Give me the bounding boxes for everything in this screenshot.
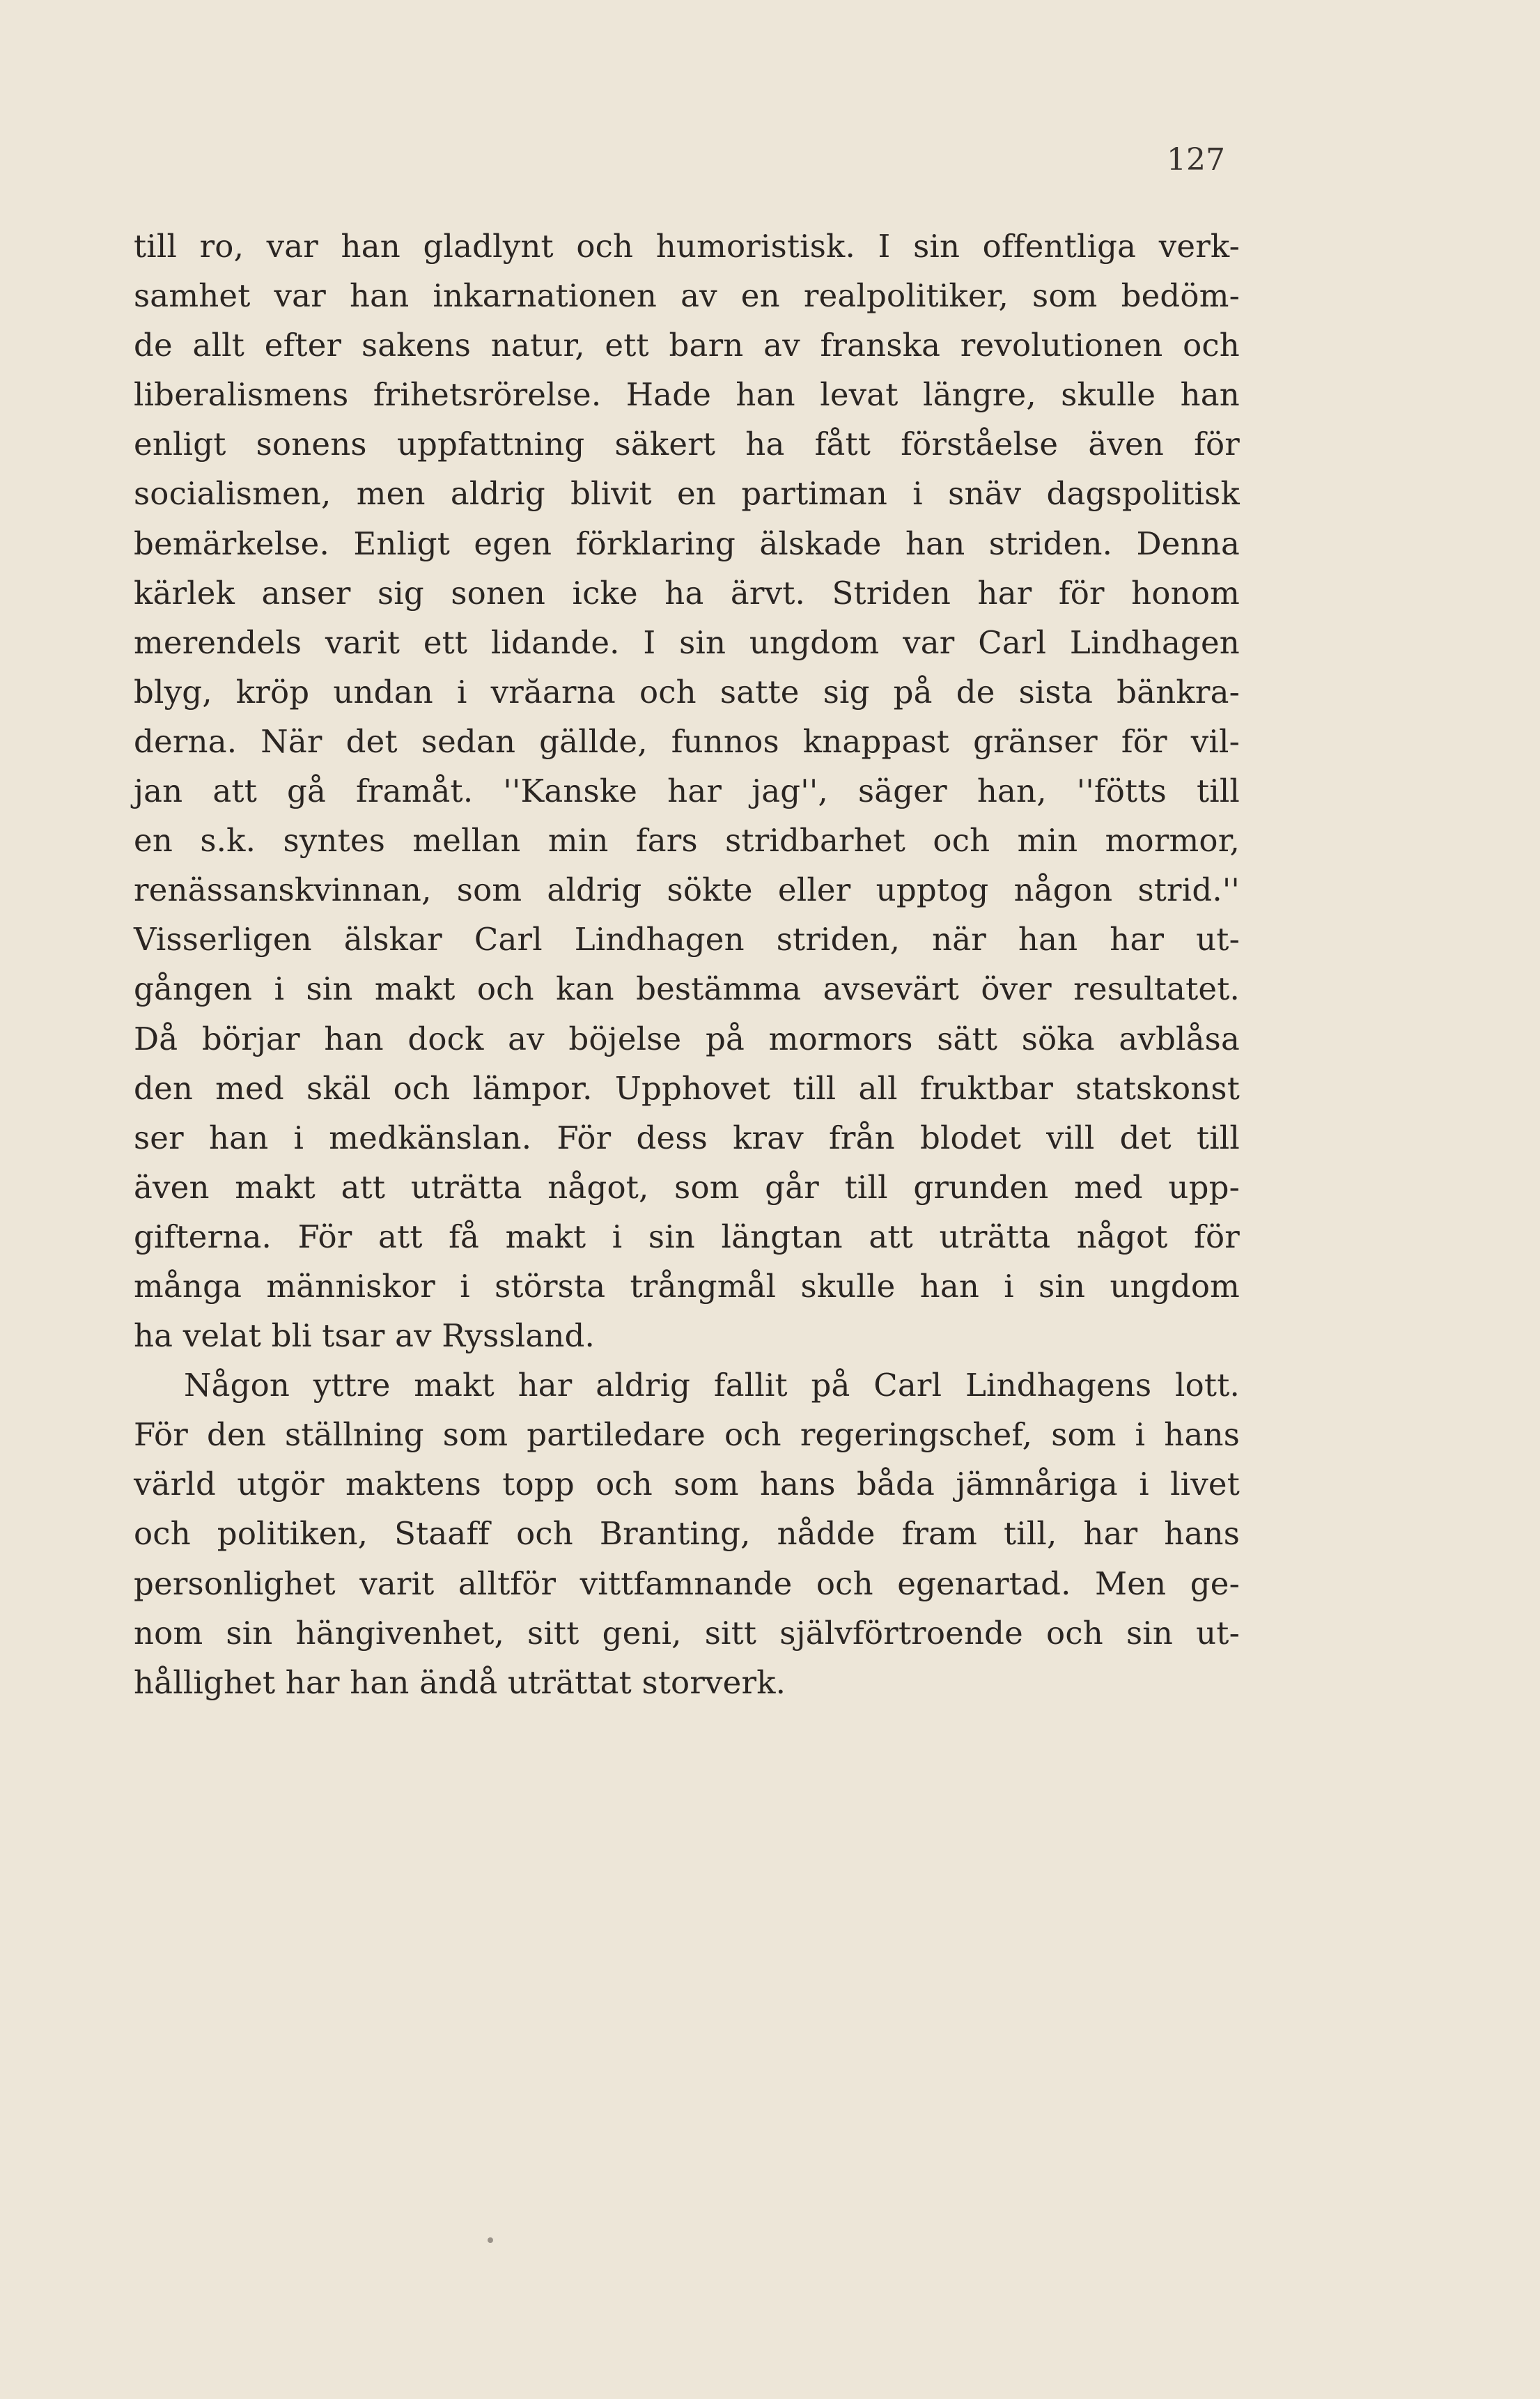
text-line: gången i sin makt och kan bestämma avsevärt över resultatet.	[134, 970, 1240, 1008]
text-line: bemärkelse. Enligt egen förklaring älskade han striden. Denna	[134, 525, 1240, 562]
text-line: och politiken, Staaff och Branting, nådde fram till, har hans	[134, 1515, 1240, 1553]
page-number: 127	[1167, 142, 1225, 178]
text-line: även makt att uträtta något, som går till grunden med upp-	[134, 1168, 1240, 1206]
text-line: en s.k. syntes mellan min fars stridbarhet och min mormor,	[134, 822, 1240, 860]
text-line: hållighet har han ändå uträttat storverk.	[134, 1663, 786, 1701]
text-line: nom sin hängivenhet, sitt geni, sitt självförtroende och sin ut-	[134, 1614, 1240, 1652]
text-line: ser han i medkänslan. För dess krav från blodet vill det till	[134, 1119, 1240, 1156]
text-line: blyg, kröp undan i vrăarna och satte sig på de sista bänkra-	[134, 673, 1240, 711]
text-line: liberalismens frihetsrörelse. Hade han levat längre, skulle han	[134, 376, 1240, 414]
text-line: värld utgör maktens topp och som hans båda jämnåriga i livet	[134, 1466, 1240, 1503]
text-line: renässanskvinnan, som aldrig sökte eller upptog någon strid.''	[134, 871, 1240, 909]
text-line: socialismen, men aldrig blivit en partiman i snäv dagspolitisk	[134, 475, 1240, 513]
text-line: de allt efter sakens natur, ett barn av franska revolutionen och	[134, 327, 1240, 364]
text-line: Då börjar han dock av böjelse på mormors sätt söka avblåsa	[134, 1020, 1240, 1057]
paragraph-1	[134, 222, 1240, 1360]
body-text	[134, 222, 1240, 1707]
text-line: Någon yttre makt har aldrig fallit på Carl Lindhagens lott.	[184, 1367, 1240, 1404]
text-line: kärlek anser sig sonen icke ha ärvt. Striden har för honom	[134, 574, 1240, 612]
text-line: gifterna. För att få makt i sin längtan att uträtta något för	[134, 1218, 1240, 1255]
text-line: enligt sonens uppfattning säkert ha fått förståelse även för	[134, 426, 1240, 463]
text-line: För den ställning som partiledare och regeringschef, som i hans	[134, 1416, 1240, 1454]
text-line: många människor i största trångmål skulle han i sin ungdom	[134, 1267, 1240, 1305]
paper-speck	[488, 2237, 493, 2243]
text-line: den med skäl och lämpor. Upphovet till all fruktbar statskonst	[134, 1069, 1240, 1107]
paragraph-2	[134, 1360, 1240, 1707]
text-line: personlighet varit alltför vittfamnande och egenartad. Men ge-	[134, 1565, 1240, 1602]
text-line: till ro, var han gladlynt och humoristisk. I sin offentliga verk-	[134, 228, 1240, 265]
text-line: jan att gå framåt. ''Kanske har jag'', säger han, ''fötts till	[134, 773, 1240, 810]
text-line: samhet var han inkarnationen av en realpolitiker, som bedöm-	[134, 277, 1240, 315]
text-line: merendels varit ett lidande. I sin ungdom var Carl Lindhagen	[134, 623, 1240, 661]
text-line: ha velat bli tsar av Ryssland.	[134, 1317, 596, 1355]
text-line: derna. När det sedan gällde, funnos knappast gränser för vil-	[134, 722, 1240, 760]
text-line: Visserligen älskar Carl Lindhagen striden, när han har ut-	[134, 921, 1240, 958]
